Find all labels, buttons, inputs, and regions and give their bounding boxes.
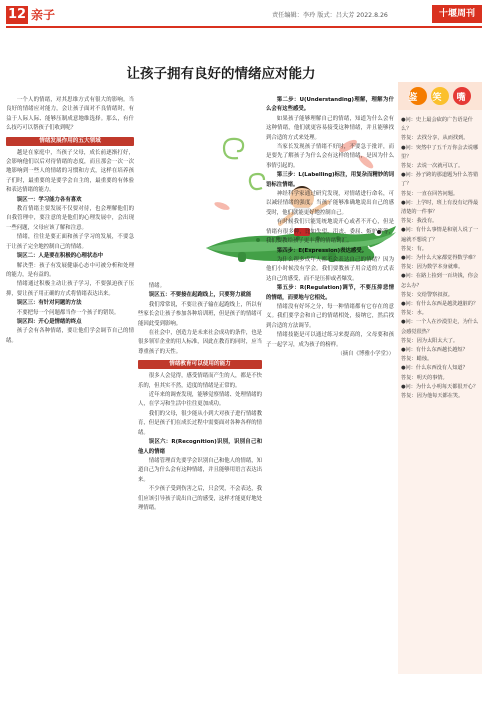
sidebar-item: ●问：有什么东西越长越短？ xyxy=(401,347,468,354)
body-paragraph: 为什么很多成年人都不会表达自己的情绪？因为他们小时候没有学会。我们要教孩子用合适的方式表达自己的感受，而不是压抑或者爆发。 xyxy=(266,256,394,282)
body-paragraph: 我们的父母，很少能从小到大对孩子进行情绪教育，但是孩子们在成长过程中需要面对各种各样的情绪。 xyxy=(138,410,262,436)
page-number: 12 xyxy=(7,7,27,22)
body-paragraph: 情绪管理首先要学会识别自己和他人的情绪，知道自己为什么会有这种情绪，并且能够用语言表达出来。 xyxy=(138,457,262,483)
body-paragraph: 不少孩子受到伤害之后，只会哭，不会表达，我们应该引导孩子说出自己的感受，这样才能更好地处理情绪。 xyxy=(138,486,262,511)
body-paragraph: 在社会中，创造力是未来社会成功的条件，也是很多领军企业的用人标准，因此在教育的同时，应当尊重孩子的天性。 xyxy=(138,330,262,355)
body-heading: 第二步：U(Understanding)理解，理解为什么会有这些感受。 xyxy=(266,97,394,113)
body-paragraph: 孩子会有各种情绪，要让他们学会调节自己的情绪。 xyxy=(6,328,134,344)
body-heading: 误区一：学习能力各有喜欢 xyxy=(16,196,82,203)
sidebar-item: 答复：因为太阳太大了。 xyxy=(401,337,459,344)
joke-sidebar xyxy=(398,82,482,674)
sidebar-item: 答复：有。 xyxy=(401,245,427,252)
sidebar-item: 答复：蜡烛。 xyxy=(401,356,433,363)
body-heading: 误区四：开心是情绪的终点 xyxy=(16,318,82,325)
sidebar-item: ●问：突然中了五千万你会去说哪里？ xyxy=(401,144,479,160)
sidebar-item: ●问：有什么事情是和别人说了一遍就不想说了？ xyxy=(401,227,479,243)
swirl-decoration xyxy=(224,139,264,189)
sidebar-item: 答复：去找分享，从而找到。 xyxy=(401,135,469,142)
article-column-2 xyxy=(138,282,262,674)
body-paragraph: 很多人会觉得，感受情绪而产生的人，都是不快乐的，但其实不然，适度的情绪是正常的。 xyxy=(138,373,262,389)
sidebar-item: 答复：交给警察叔叔。 xyxy=(401,291,453,298)
source-credit: （摘自《博雅小学堂》） xyxy=(337,350,394,357)
section-name: 亲子 xyxy=(31,8,56,22)
sidebar-item: ●问：为什么大家都觉得数学难？ xyxy=(401,255,479,262)
page-header xyxy=(0,0,488,24)
section-subhead: 情绪发展作用的五大领域 xyxy=(6,137,134,146)
article-column-1 xyxy=(6,96,134,674)
body-paragraph: 情绪，往往是要正面和孩子学习的发展，不要急于让孩子完全地控制自己的情绪。 xyxy=(6,234,134,250)
sidebar-item: 答复：因为数学本身就难。 xyxy=(401,264,464,271)
sidebar-item: ●问：为什么小明每天都很开心？ xyxy=(401,383,479,390)
sidebar-item: 答复：明天的事情。 xyxy=(401,374,448,381)
section-subhead: 情绪教育可以使用的能力 xyxy=(138,360,262,369)
body-paragraph: 情绪。 xyxy=(148,283,165,289)
body-paragraph: 当家长发现孩子情绪不好时，不要急于批评，而是要先了解孩子为什么会有这样的情绪，是因为什么事情引起的。 xyxy=(266,144,394,169)
body-paragraph: 不要把每一个问题都当作一个孩子的错误。 xyxy=(16,309,120,316)
brand-logo: 十堰周刊 xyxy=(432,5,482,23)
body-heading: 误区六：R(Recognition)识别，识别自己和他人的情绪 xyxy=(138,439,262,455)
body-heading: 第四步：E(Expression)表达感受。 xyxy=(276,247,368,254)
sidebar-item: 答复：因为他每天都在笑。 xyxy=(401,393,464,400)
body-paragraph: 神经科学家通过研究发现，对情绪进行命名，可以减轻情绪的强度。当孩子能够准确地说出自己的感受时，他们就能更好地控制自己。 xyxy=(266,191,394,216)
intro-paragraph: 一个人的情绪，对其思维方式有很大的影响。当良好的情绪应对能力，会让孩子面对不良情绪时，有益于人际人际、能够压制成意地维选择。那么，有什么技巧可以帮孩子们收到呢？ xyxy=(6,97,134,132)
article-title: 让孩子拥有良好的情绪应对能力 xyxy=(126,66,316,82)
article-column-3 xyxy=(266,96,394,674)
sidebar-item: ●问：上学时，班上有没有记得最清楚的一件事？ xyxy=(401,199,479,216)
sidebar-item: ●问：在路上捡到一百块钱，你会怎么办？ xyxy=(401,273,479,289)
sidebar-item: ●问：有什么东西是越洗越脏的？ xyxy=(401,301,479,308)
body-paragraph: 解决型：孩子有发展健康心态中可被分析和处理的能力，是有益的。 xyxy=(6,262,134,278)
sidebar-item: ●问：孙子跨的那道题为什么答错了？ xyxy=(401,172,479,188)
body-paragraph: 我们常常说，不要让孩子输在起跑线上，所以有些家长会让孩子参加各种培训班，但是孩子的情绪可能因此受到影响。 xyxy=(138,301,262,327)
body-heading: 第五步：R(Regulation)调节，不要压抑悲情的情绪，而要地与它相处。 xyxy=(266,285,394,301)
header-rule xyxy=(6,26,482,28)
sidebar-list xyxy=(401,116,479,401)
body-heading: 误区五：不要接在起跑线上，只要努力就能 xyxy=(148,292,252,299)
body-paragraph: 教育情绪主要发展不仅要对待，也会理解他们的自我管理中，要注意的是他们的心理发展中，会出现一些问题，父母应该了解和注意。 xyxy=(6,206,134,231)
body-heading: 误区三：有针对问题的方法 xyxy=(16,300,82,307)
body-paragraph: 情绪没有好坏之分，每一种情绪都有它存在的意义。我们要学会和自己的情绪相处，接纳它，然后找到合适的方法调节。 xyxy=(266,303,394,329)
body-heading: 误区二：人是要在积极的心理状态中 xyxy=(16,253,104,260)
sidebar-item: 答复：一直在回答问题。 xyxy=(401,190,459,197)
sidebar-item: 答复：我没有。 xyxy=(401,218,438,225)
sidebar-item: ●问：史上最会砍的广告语是什么？ xyxy=(401,117,473,133)
body-paragraph: 有时候我们只能笼统地说开心或者不开心，但是情绪有很多种，比如失望、沮丧、委屈、嫉妒等等，我们要教给孩子更丰富的情绪词汇。 xyxy=(266,219,394,245)
sidebar-item: 答复：水。 xyxy=(401,310,427,317)
sidebar-banner-text: 鉴 笑 嘴 xyxy=(408,93,472,103)
sidebar-item: 答复：去说一次就可以了。 xyxy=(401,163,464,170)
body-paragraph: 情绪技能是可以通过练习来提高的，父母要和孩子一起学习，成为孩子的榜样。 xyxy=(266,332,394,348)
body-paragraph: 近年来的调查发现，能够觉察情绪、处理情绪的人，在学习和生活中往往更加成功。 xyxy=(138,392,262,408)
body-paragraph: 情绪通过积极主动让孩子学习，不要强迫孩子压抑，要让孩子用正确的方式将情绪表达出来。 xyxy=(6,281,134,297)
editor-info: 责任编辑：李玲 版式：吕大芳 2022.8.26 xyxy=(272,12,388,19)
sidebar-item: ●问：什么东西没有人知道？ xyxy=(401,365,468,372)
sidebar-item: ●问：一个人在沙漠里走，为什么会感觉很热？ xyxy=(401,319,479,335)
body-paragraph: 越是在家庭中，当孩子父母，成长前逐渐打好，会影响他们以后对待情绪的态度，而且那会一次一次地影响到一些人的情绪的习惯和方式，这样在培养孩子们时，最重要的是要学会自主的，最重要的有体验和表达情绪的能力。 xyxy=(6,149,134,194)
body-heading: 第三步：L(Labelling)标注，用复杂而精妙的词语标注情绪。 xyxy=(266,172,394,188)
body-paragraph: 如果孩子能够理解自己的情绪，知道为什么会有这种情绪，他们就更容易接受这种情绪，并且能够找到合适的方式来处理。 xyxy=(266,115,394,141)
